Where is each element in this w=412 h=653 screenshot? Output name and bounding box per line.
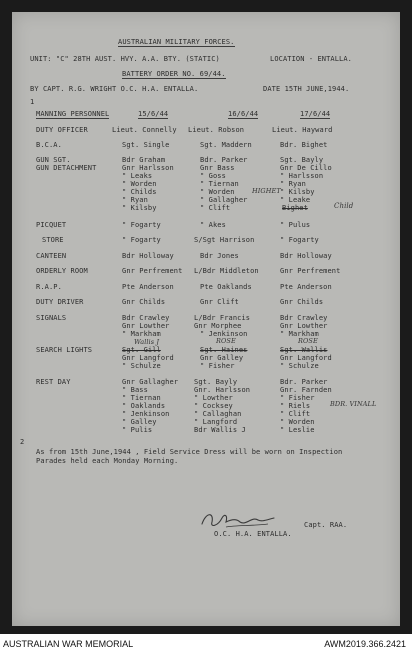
gun-det-row: " Ryan [280,180,306,188]
rest-row: Sgt. Bayly [194,378,238,386]
searchlights-row: Gnr Langford [280,354,332,362]
signals-row: L/Bdr Francis [194,314,251,322]
bca-label: B.C.A. [36,141,62,149]
canteen-label: CANTEEN [36,252,67,260]
rest-row: " Jenkinson [122,410,170,418]
signals-row: Gnr Lowther [122,322,170,330]
searchlights-label: SEARCH LIGHTS [36,346,93,354]
gun-det-row: Gnr Bass [200,164,235,172]
rest-row: " Clift [280,410,311,418]
bca-c1: Sgt. Single [122,141,170,149]
signals-row: Bdr Crawley [122,314,170,322]
rest-row: " Fisher [280,394,315,402]
rest-row: " Cocksey [194,402,233,410]
unit-line: UNIT: "C" 28TH AUST. HVY. A.A. BTY. (STATIC) [30,55,220,63]
picquet-c1: " Fogarty [122,221,161,229]
rest-row: " Riels [280,402,311,410]
gun-det-row: " Worden [200,188,235,196]
gun-det-row: Gnr De Cillo [280,164,332,172]
section2-line1: As from 15th June,1944 , Field Service Dress will be worn on Inspection [36,448,343,456]
rest-row: " Tiernan [122,394,161,402]
rap-c3: Pte Anderson [280,283,332,291]
searchlights-handwritten-c1: Wallis J [134,338,160,346]
gun-det-row: " Leaks [122,172,153,180]
battery-order: BATTERY ORDER NO. 69/44. [122,70,226,78]
duty-officer-c1: Lieut. Connelly [112,126,177,134]
signals-row: Gnr Lowther [280,322,328,330]
manning-heading: MANNING PERSONNEL [36,110,110,118]
store-c2: S/Sgt Harrison [194,236,255,244]
orderly-room-c3: Gnr Perfrement [280,267,341,275]
gun-sgt-label: GUN SGT. [36,156,71,164]
rest-row: " Bass [122,386,148,394]
store-c1: " Fogarty [122,236,161,244]
searchlights-row: " Schulze [280,362,319,370]
rest-row: " Callaghan [194,410,242,418]
rest-row: " Leslie [280,426,315,434]
rap-c1: Pte Anderson [122,283,174,291]
rest-row: Gnr. Farnden [280,386,332,394]
gun-det-row: " Childs [122,188,157,196]
by-line: BY CAPT. R.G. WRIGHT O.C. H.A. ENTALLA. [30,85,199,93]
signals-row: " Markham [280,330,319,338]
picquet-c3: " Pulus [280,221,311,229]
signature-title: O.C. H.A. ENTALLA. [214,530,292,538]
date-line: DATE 15TH JUNE,1944. [263,85,350,93]
gun-sgt-c3: Sgt. Bayly [280,156,324,164]
rap-c2: Pte Oaklands [200,283,252,291]
signals-row: Gnr Morphee [194,322,242,330]
searchlights-row: " Schulze [122,362,161,370]
gun-det-handwritten-highet: HIGHET [252,187,281,195]
gun-det-row: " Goss [200,172,226,180]
rest-row: " Galley [122,418,157,426]
gun-det-row: " Ryan [122,196,148,204]
gun-detachment-label: GUN DETACHMENT [36,164,97,172]
store-label: STORE [42,236,64,244]
duty-officer-label: DUTY OFFICER [36,126,88,134]
footer-accession-number: AWM2019.366.2421 [324,639,406,649]
duty-officer-c3: Lieut. Hayward [272,126,333,134]
rest-row: Bdr. Parker [280,378,328,386]
store-c3: " Fogarty [280,236,319,244]
rest-handwritten-vinall: BDR. VINALL [330,400,377,408]
signals-row: " Markham [122,330,161,338]
duty-driver-c1: Gnr Childs [122,298,166,306]
gun-det-row: " Kilsby [122,204,157,212]
gun-det-row: " Clift [200,204,231,212]
section2-line2: Parades held each Monday Morning. [36,457,179,465]
bca-c3: Bdr. Bighet [280,141,328,149]
signals-label: SIGNALS [36,314,67,322]
duty-officer-c2: Lieut. Robson [188,126,245,134]
gun-det-row: " Leake [280,196,311,204]
searchlights-handwritten-c2: ROSE [216,337,236,345]
searchlights-row: Sgt. Wallis [280,346,328,354]
date-col-1: 15/6/44 [138,110,169,118]
rest-row: Bdr Wallis J [194,426,246,434]
orderly-room-c1: Gnr Perfrement [122,267,183,275]
duty-driver-c3: Gnr Childs [280,298,324,306]
gun-det-row: " Harlsson [280,172,324,180]
searchlights-handwritten-c3: ROSE [298,337,318,345]
signals-row: Bdr Crawley [280,314,328,322]
gun-sgt-c2: Bdr. Parker [200,156,248,164]
searchlights-row: Gnr Galley [200,354,244,362]
gun-det-row: Gnr Harlsson [122,164,174,172]
gun-det-row: " Kilsby [280,188,315,196]
orderly-room-label: ORDERLY ROOM [36,267,88,275]
signals-row: " Jenkinson [200,330,248,338]
searchlights-row: " Fisher [200,362,235,370]
duty-driver-label: DUTY DRIVER [36,298,84,306]
picquet-label: PICQUET [36,221,67,229]
canteen-c2: Bdr Jones [200,252,239,260]
rest-day-label: REST DAY [36,378,71,386]
location-line: LOCATION - ENTALLA. [270,55,352,63]
gun-det-row: " Gallagher [200,196,248,204]
gun-det-row: " Tiernan [200,180,239,188]
signature-rank: Capt. RAA. [304,521,348,529]
section-number-2: 2 [20,438,25,446]
rest-row: " Worden [280,418,315,426]
signature-scrawl [196,508,306,532]
bca-c2: Sgt. Maddern [200,141,252,149]
rest-row: Gnr Gallagher [122,378,179,386]
canteen-c1: Bdr Holloway [122,252,174,260]
date-col-3: 17/6/44 [300,110,331,118]
rest-row: Gnr. Harlsson [194,386,251,394]
searchlights-row: Sgt. Haines [200,346,248,354]
rest-row: " Oaklands [122,402,166,410]
footer-institution: AUSTRALIAN WAR MEMORIAL [3,639,134,649]
rest-row: " Pulis [122,426,153,434]
rest-row: " Langford [194,418,238,426]
date-col-2: 16/6/44 [228,110,259,118]
orderly-room-c2: L/Bdr Middleton [194,267,259,275]
gun-det-row: Bighet [282,204,308,212]
gun-det-row: " Worden [122,180,157,188]
section-number-1: 1 [30,98,35,106]
picquet-c2: " Akes [200,221,226,229]
rest-row: " Lowther [194,394,233,402]
rap-label: R.A.P. [36,283,62,291]
archive-footer [0,634,412,653]
org-heading: AUSTRALIAN MILITARY FORCES. [118,38,235,46]
canteen-c3: Bdr Holloway [280,252,332,260]
gun-sgt-c1: Bdr Graham [122,156,166,164]
signature-name [20,520,63,528]
gun-det-handwritten-child: Child [334,202,354,210]
searchlights-row: Sgt. Gill [122,346,161,354]
searchlights-row: Gnr Langford [122,354,174,362]
duty-driver-c2: Gnr Clift [200,298,239,306]
